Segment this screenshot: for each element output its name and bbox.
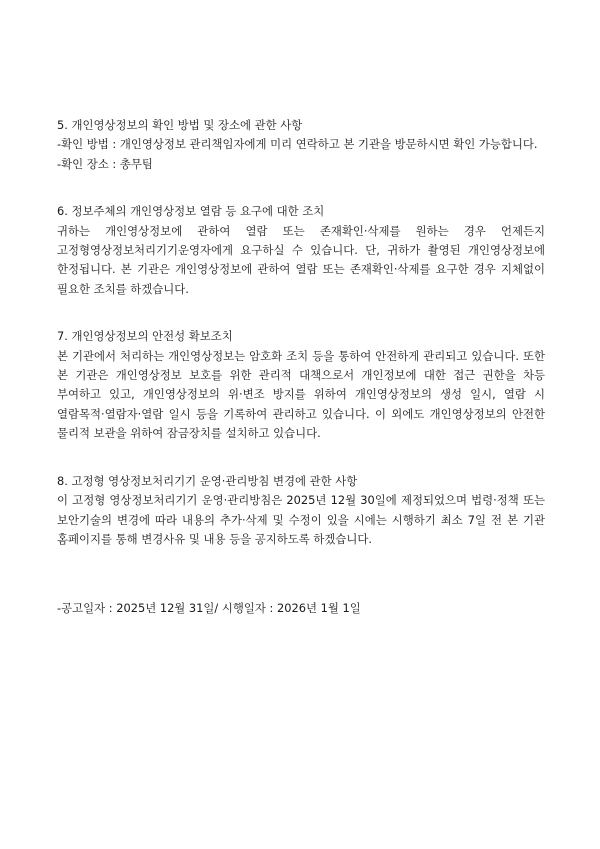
section-paragraph: -확인 방법 : 개인영상정보 관리책임자에게 미리 연락하고 본 기관을 방문하시면 확인 가능합니다. xyxy=(57,137,538,152)
section-paragraph: 본 기관에서 처리하는 개인영상정보는 암호화 조치 등을 통하여 안전하게 관리되고 있습니다. 또한 본 기관은 개인영상정보 보호를 위한 관리적 대책으로서 개인정보에 대한 접근 권한을 차등 부여하고 있고, 개인영상정보의 위·변조 방지를 위하여 개인영상정보의 생성 일시, 열람 시 열람목적·열람자·열람 일시 등을 기록하여 관리하고 있습니다. 이 외에도 개인영상정보의 안전한 물리적 보관을 위하여 잠금장치를 설치하고 있습니다. xyxy=(57,348,545,441)
section-6 xyxy=(57,202,545,299)
section-7 xyxy=(57,327,545,443)
document-body xyxy=(57,116,545,577)
section-heading: 8. 고정형 영상정보처리기기 운영·관리방침 변경에 관한 사항 xyxy=(57,473,358,488)
section-heading: 5. 개인영상정보의 확인 방법 및 장소에 관한 사항 xyxy=(57,118,303,132)
section-heading: 6. 정보주체의 개인영상정보 열람 등 요구에 대한 조치 xyxy=(57,204,325,219)
announcement-dates: -공고일자 : 2025년 12월 31일/ 시행일자 : 2026년 1월 1일 xyxy=(57,601,361,615)
section-paragraph: 귀하는 개인영상정보에 관하여 열람 또는 존재확인·삭제를 원하는 경우 언제든지 고정형영상정보처리기기운영자에게 요구하실 수 있습니다. 단, 귀하가 촬영된 개인영상정보에 한정됩니다. 본 기관은 개인영상정보에 관하여 열람 또는 존재확인·삭제를 요구한 경우 지체없이 필요한 조치를 하겠습니다. xyxy=(57,223,545,296)
section-heading: 7. 개인영상정보의 안전성 확보조치 xyxy=(57,329,233,344)
section-8 xyxy=(57,472,545,550)
section-5 xyxy=(57,116,545,174)
section-paragraph: 이 고정형 영상정보처리기기 운영·관리방침은 2025년 12월 30일에 제정되었으며 법령·정책 또는 보안기술의 변경에 따라 내용의 추가·삭제 및 수정이 있을 시에는 시행하기 최소 7일 전 본 기관 홈페이지를 통해 변경사유 및 내용 등을 공지하도록 하겠습니다. xyxy=(57,493,545,546)
section-paragraph: -확인 장소 : 총무팀 xyxy=(57,156,153,171)
